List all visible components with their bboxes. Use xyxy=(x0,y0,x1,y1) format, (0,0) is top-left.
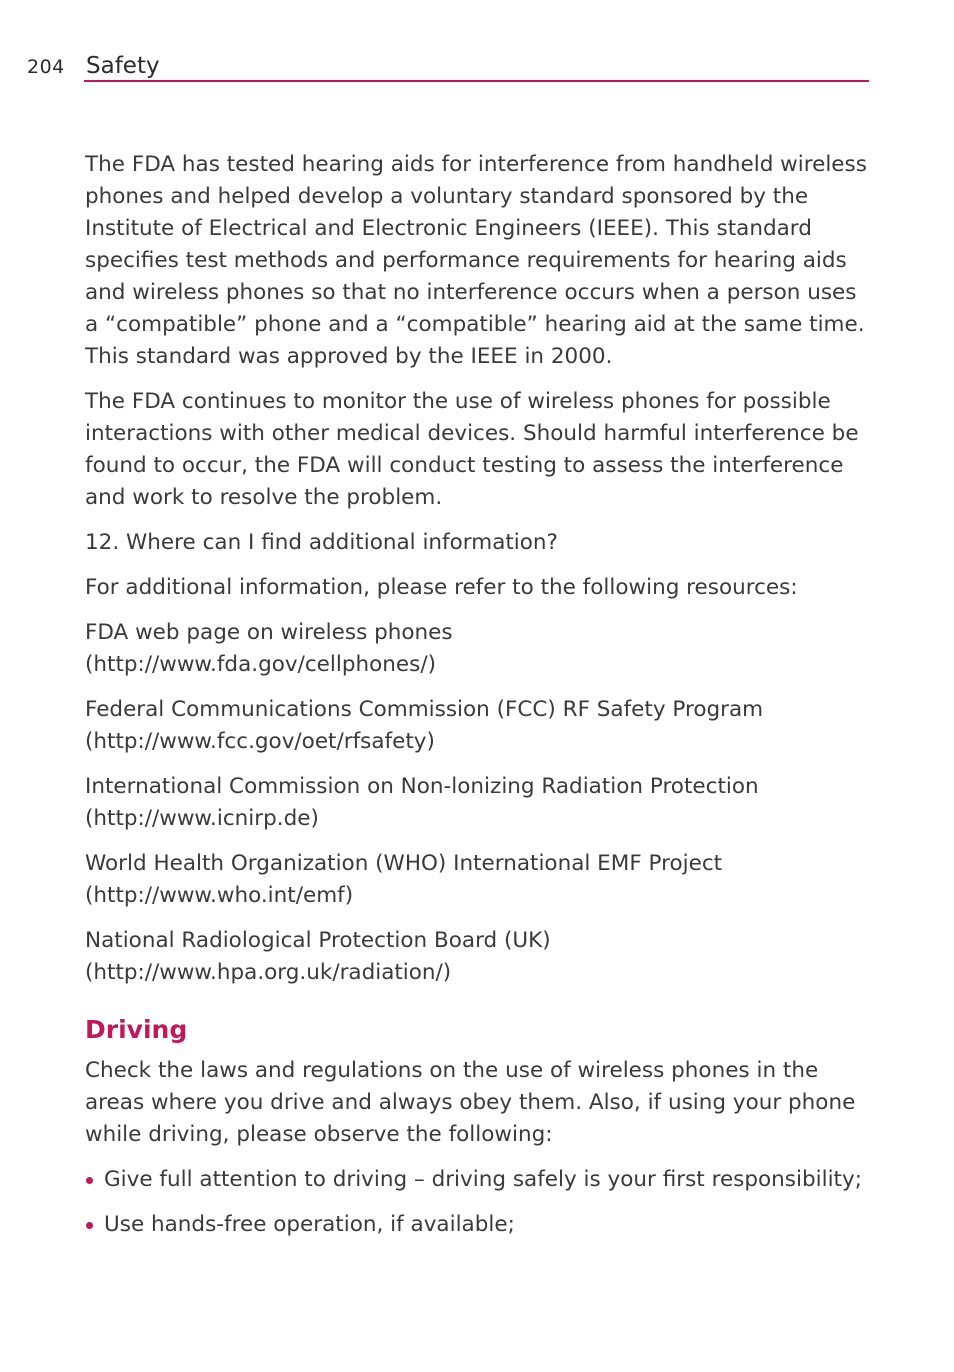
resource-name: International Commission on Non-lonizing Radiation Protection xyxy=(85,774,759,799)
driving-heading: Driving xyxy=(85,1015,188,1044)
driving-paragraph: Check the laws and regulations on the use of wireless phones in the areas where you drive and always obey them. Also, if using your phone while driving, please observe the following: xyxy=(85,1058,856,1147)
paragraph-fda-monitoring: The FDA continues to monitor the use of wireless phones for possible interactions with other medical devices. Should harmful interference be found to occur, the FDA will conduct testing to assess the interference and work to resolve the problem. xyxy=(85,389,859,510)
resource-name: National Radiological Protection Board (UK) xyxy=(85,928,551,953)
bullet-text: Give full attention to driving – driving safely is your first responsibility; xyxy=(104,1167,862,1192)
question-heading: 12. Where can I find additional information? xyxy=(85,530,558,555)
resource-name: FDA web page on wireless phones xyxy=(85,620,453,645)
resource-name: Federal Communications Commission (FCC) RF Safety Program xyxy=(85,697,764,722)
bullet-item xyxy=(85,1209,875,1241)
resource-item xyxy=(85,771,875,835)
resource-item xyxy=(85,848,875,912)
bullet-text: Use hands-free operation, if available; xyxy=(104,1212,515,1237)
resource-name: World Health Organization (WHO) International EMF Project xyxy=(85,851,723,876)
bullet-item xyxy=(85,1164,875,1196)
resource-url: (http://www.fda.gov/cellphones/) xyxy=(85,652,436,677)
page-content xyxy=(85,149,875,1254)
resource-item xyxy=(85,694,875,758)
resource-item xyxy=(85,617,875,681)
header-divider xyxy=(84,80,869,82)
page-number: 204 xyxy=(27,56,65,78)
bullet-dot-icon xyxy=(86,1177,93,1184)
resource-url: (http://www.icnirp.de) xyxy=(85,806,319,831)
resource-item xyxy=(85,925,875,989)
resource-url: (http://www.fcc.gov/oet/rfsafety) xyxy=(85,729,435,754)
section-title: Safety xyxy=(86,53,160,79)
resource-url: (http://www.who.int/emf) xyxy=(85,883,354,908)
driving-bullet-list xyxy=(85,1164,875,1241)
paragraph-fda-testing: The FDA has tested hearing aids for interference from handheld wireless phones and helped develop a voluntary standard sponsored by the Institute of Electrical and Electronic Engineers (IEEE). This standard specifies test methods and performance requirements for hearing aids and wireless phones so that no interference occurs when a person uses a “compatible” phone and a “compatible” hearing aid at the same time. This standard was approved by the IEEE in 2000. xyxy=(85,152,867,369)
resource-url: (http://www.hpa.org.uk/radiation/) xyxy=(85,960,452,985)
resources-intro: For additional information, please refer to the following resources: xyxy=(85,575,798,600)
bullet-dot-icon xyxy=(86,1222,93,1229)
